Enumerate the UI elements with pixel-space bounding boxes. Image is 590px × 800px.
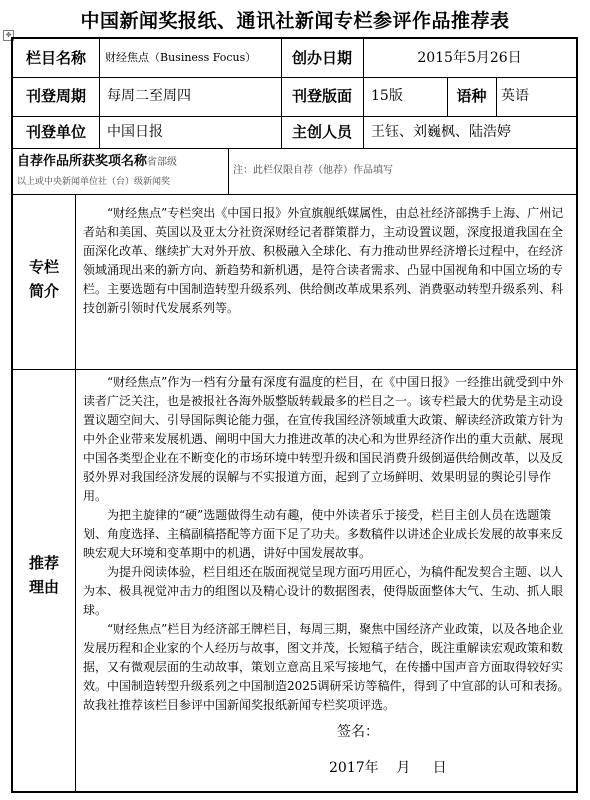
reason-label-line2: 理由	[28, 578, 59, 596]
signature-label: 签名：	[337, 724, 379, 740]
language-value: 英语	[501, 88, 529, 104]
table-move-handle-icon[interactable]: ✥	[3, 30, 14, 41]
awards-label-line2: 以上或中央新闻单位社（台）级新闻奖	[17, 177, 171, 187]
reason-label-line1: 推荐	[28, 554, 59, 572]
period-label: 刊登周期	[25, 87, 86, 105]
reason-paragraph: 为提升阅读体验，栏目组还在版面视觉呈现方面巧用匠心，为稿件配发契合主题、以人为本、极具视觉冲击力的组图以及精心设计的数据图表，使得版面整体大气、生动、抓人眼球。	[83, 565, 564, 617]
intro-label-line1: 专栏	[28, 258, 59, 276]
col-divider	[496, 77, 497, 116]
awards-label-small: 省部级	[147, 157, 178, 168]
col-divider	[363, 116, 364, 148]
reason-paragraph: 为把主旋律的“硬”选题做得生动有趣，使中外读者乐于接受，栏目主创人员在选题策划、角度选择、主稿副稿搭配等方面下足了功夫。多数稿件以讲述企业成长发展的故事来反映宏观大环境和变革期中的机遇，讲好中国发展故事。	[83, 508, 564, 560]
form-title: 中国新闻奖报纸、通讯社新闻专栏参评作品推荐表	[80, 10, 510, 32]
reason-text	[83, 373, 573, 718]
row-divider	[13, 369, 576, 370]
page-value: 15版	[371, 88, 403, 104]
page-label: 刊登版面	[291, 87, 352, 105]
row-divider	[13, 194, 576, 195]
col-divider	[75, 194, 76, 791]
signature-date: 2017年 月 日	[329, 760, 447, 776]
awards-label-block	[17, 150, 227, 194]
col-divider	[99, 116, 100, 148]
recommendation-form-table	[11, 37, 578, 793]
col-divider	[99, 39, 100, 77]
start-date-value: 2015年5月26日	[417, 50, 522, 66]
awards-note: 注：此栏仅限自荐（他荐）作品填写	[233, 165, 393, 176]
intro-text	[83, 204, 573, 366]
unit-label: 刊登单位	[25, 123, 86, 141]
col-divider	[99, 77, 100, 116]
reason-label	[13, 551, 75, 599]
column-name-value: 财经焦点（Business Focus）	[105, 51, 257, 64]
unit-value: 中国日报	[107, 124, 163, 140]
col-divider	[363, 77, 364, 116]
col-divider	[228, 148, 229, 194]
reason-paragraph: “财经焦点”栏目为经济部王牌栏目，每周三期，聚焦中国经济产业政策，以及各地企业发展历程和企业家的个人经历与故事，图文并茂，长短稿子结合，既注重解读宏观政策和数据，又有微观层面的生动故事，策划立意高且采写接地气，在传播中国声音方面取得较好实效。中国制造转型升级系列之中国制造2025调研采访等稿件，得到了中宣部的认可和表扬。故我社推荐该栏目参评中国新闻奖报纸新闻专栏奖项评选。	[83, 622, 570, 712]
language-label: 语种	[456, 87, 487, 105]
reason-paragraph: “财经焦点”作为一档有分量有深度有温度的栏目，在《中国日报》一经推出就受到中外读者广泛关注，也是被报社各海外版整版转载最多的栏目之一。该专栏最大的优势是主动设置议题空间大、引导国际舆论能力强，在宣传我国经济领域重大政策、解读经济政策方针为中外企业带来发展机遇、阐明中国大力推进改革的决心和为世界经济作出的重大贡献、展现中国各类型企业在不断变化的市场环境中转型升级和国民消费升级倒逼供给侧改革，以及反驳外界对我国经济发展的误解与不实报道方面，起到了立场鲜明、效果明显的舆论引导作用。	[83, 375, 564, 503]
awards-label: 自荐作品所获奖项名称	[17, 154, 148, 169]
intro-label	[13, 255, 75, 303]
intro-paragraph: “财经焦点”专栏突出《中国日报》外宣旗舰纸媒属性，由总社经济部携手上海、广州记者站和美国、英国以及亚太分社资深财经记者群策群力，主动设置议题，深度报道我国在全面深化改革、继续扩大对外开放、积极融入全球化、有力推动世界经济增长过程中，在经济领域涌现出来的新方向、新趋势和新机遇，是符合读者需求、凸显中国视角和中国立场的专栏。主要选题有中国制造转型升级系列、供给侧改革成果系列、消费驱动转型升级系列、科技创新引领时代发展系列等。	[83, 206, 564, 315]
start-date-label: 创办日期	[291, 49, 352, 67]
column-name-label: 栏目名称	[25, 49, 86, 67]
intro-label-line2: 简介	[28, 282, 59, 300]
authors-value: 王钰、刘巍枫、陆浩婷	[371, 124, 511, 140]
authors-label: 主创人员	[291, 123, 352, 141]
period-value: 每周二至周四	[107, 88, 191, 104]
